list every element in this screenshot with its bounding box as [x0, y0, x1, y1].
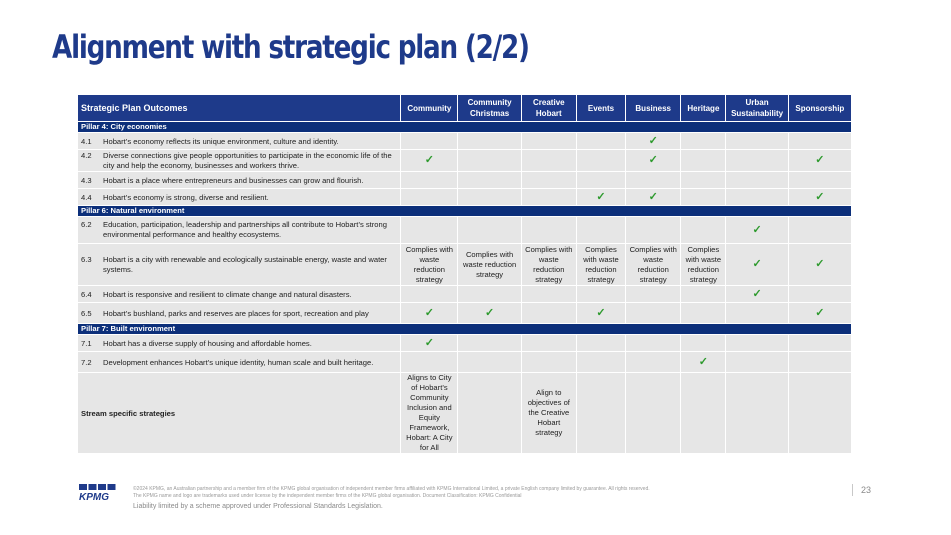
cell	[521, 352, 576, 373]
outcome-cell	[78, 352, 401, 373]
check-icon: ✓	[424, 306, 434, 319]
cell	[788, 189, 851, 206]
col-header-creative-hobart: Creative Hobart	[521, 95, 576, 122]
cell	[788, 286, 851, 303]
outcome-cell	[78, 172, 401, 189]
strategy-creative-cell: Align to objectives of the Creative Hobart strategy	[521, 373, 576, 454]
cell	[521, 303, 576, 324]
cell	[521, 286, 576, 303]
pillar-row	[78, 206, 852, 217]
check-icon: ✓	[698, 355, 708, 368]
cell	[788, 244, 851, 286]
pillar-label: Pillar 6: Natural environment	[78, 206, 852, 217]
cell	[458, 352, 521, 373]
outcome-text: Hobart’s economy reflects its unique environment, culture and identity.	[103, 136, 339, 146]
cell	[401, 286, 458, 303]
strategy-community-cell: Aligns to City of Hobart’s Community Inclusion and Equity Framework, Hobart: A City for All	[401, 373, 458, 454]
cell	[726, 244, 788, 286]
cell	[726, 217, 788, 244]
table-row	[78, 286, 852, 303]
table-row	[78, 335, 852, 352]
table-row	[78, 303, 852, 324]
cell	[401, 172, 458, 189]
col-header-business: Business	[626, 95, 681, 122]
pillar-row	[78, 324, 852, 335]
cell	[726, 373, 788, 454]
cell	[521, 217, 576, 244]
page-number: 23	[861, 485, 872, 495]
outcome-number: 7.1	[81, 338, 92, 348]
cell	[726, 172, 788, 189]
pillar-label: Pillar 4: City economies	[78, 122, 852, 133]
cell	[576, 335, 625, 352]
cell	[576, 189, 625, 206]
table-header-row	[78, 95, 852, 122]
cell	[681, 373, 726, 454]
cell	[726, 133, 788, 150]
cell	[521, 335, 576, 352]
cell	[401, 189, 458, 206]
cell	[681, 352, 726, 373]
cell	[576, 352, 625, 373]
cell	[458, 150, 521, 172]
kpmg-logo-text: KPMG	[79, 492, 109, 502]
outcome-number: 6.2	[81, 220, 92, 229]
col-header-urban-sustainability: Urban Sustainability	[726, 95, 788, 122]
cell	[788, 133, 851, 150]
cell	[576, 172, 625, 189]
table-row	[78, 217, 852, 244]
cell	[726, 189, 788, 206]
cell	[401, 335, 458, 352]
outcome-cell	[78, 244, 401, 286]
cell	[788, 335, 851, 352]
cell	[626, 189, 681, 206]
col-header-outcomes: Strategic Plan Outcomes	[78, 95, 401, 122]
outcome-text: Hobart’s economy is strong, diverse and resilient.	[103, 192, 269, 202]
outcome-text: Hobart is responsive and resilient to climate change and natural disasters.	[103, 289, 352, 299]
table-row	[78, 244, 852, 286]
check-icon: ✓	[815, 190, 825, 203]
cell	[788, 303, 851, 324]
page-title: Alignment with strategic plan (2/2)	[52, 28, 529, 66]
outcome-number: 4.3	[81, 175, 92, 185]
complies-cell: Complies with waste reduction strategy	[521, 244, 576, 286]
cell	[458, 189, 521, 206]
pillar-label: Pillar 7: Built environment	[78, 324, 852, 335]
outcome-number: 6.5	[81, 308, 92, 318]
check-icon: ✓	[424, 336, 434, 349]
outcome-number: 6.3	[81, 254, 92, 264]
cell	[726, 286, 788, 303]
outcome-text: Hobart’s bushland, parks and reserves are places for sport, recreation and play	[103, 308, 369, 318]
cell	[726, 150, 788, 172]
cell	[458, 303, 521, 324]
cell	[576, 373, 625, 454]
cell	[788, 373, 851, 454]
strategy-label: Stream specific strategies	[78, 373, 401, 454]
cell	[626, 286, 681, 303]
cell	[458, 172, 521, 189]
strategic-plan-table	[77, 94, 852, 454]
cell	[726, 352, 788, 373]
cell	[401, 352, 458, 373]
check-icon: ✓	[596, 190, 606, 203]
complies-cell: Complies with waste reduction strategy	[576, 244, 625, 286]
col-header-community: Community	[401, 95, 458, 122]
outcome-number: 4.4	[81, 192, 92, 202]
check-icon: ✓	[648, 190, 658, 203]
liability-notice: Liability limited by a scheme approved under Professional Standards Legislation.	[133, 503, 383, 510]
legal-notice	[133, 486, 773, 500]
cell	[681, 189, 726, 206]
col-header-events: Events	[576, 95, 625, 122]
legal-line-2: The KPMG name and logo are trademarks used under license by the independent member firms of the KPMG global organisation. Document Classification: KPMG Confidential	[133, 493, 522, 499]
cell	[726, 335, 788, 352]
outcome-cell	[78, 189, 401, 206]
complies-cell: Complies with waste reduction strategy	[401, 244, 458, 286]
outcome-cell	[78, 217, 401, 244]
cell	[401, 303, 458, 324]
cell	[681, 172, 726, 189]
table-row	[78, 352, 852, 373]
cell	[458, 335, 521, 352]
outcome-text: Hobart is a place where entrepreneurs and businesses can grow and flourish.	[103, 175, 364, 185]
check-icon: ✓	[596, 306, 606, 319]
cell	[681, 133, 726, 150]
check-icon: ✓	[752, 223, 762, 236]
outcome-number: 6.4	[81, 289, 92, 299]
cell	[576, 217, 625, 244]
footer-divider	[852, 484, 853, 496]
table-row	[78, 373, 852, 454]
cell	[626, 172, 681, 189]
outcome-cell	[78, 335, 401, 352]
check-icon: ✓	[752, 258, 762, 270]
cell	[681, 150, 726, 172]
complies-cell: Complies with waste reduction strategy	[626, 244, 681, 286]
cell	[521, 172, 576, 189]
check-icon: ✓	[752, 287, 762, 300]
cell	[401, 217, 458, 244]
table-row	[78, 189, 852, 206]
check-icon: ✓	[815, 306, 825, 319]
cell	[521, 133, 576, 150]
cell	[458, 373, 521, 454]
outcome-text: Diverse connections give people opportunities to participate in the economic life of the city and help the economy, businesses and workers thrive.	[103, 150, 392, 170]
cell	[788, 352, 851, 373]
check-icon: ✓	[815, 154, 825, 166]
complies-cell: Complies with waste reduction strategy	[458, 244, 521, 286]
outcome-cell	[78, 150, 401, 172]
table-row	[78, 172, 852, 189]
complies-cell: Complies with waste reduction strategy	[681, 244, 726, 286]
cell	[576, 133, 625, 150]
cell	[458, 133, 521, 150]
cell	[401, 150, 458, 172]
cell	[626, 150, 681, 172]
cell	[726, 303, 788, 324]
outcome-number: 4.2	[81, 150, 92, 160]
kpmg-logo	[79, 484, 117, 502]
outcome-text: Hobart has a diverse supply of housing and affordable homes.	[103, 338, 312, 348]
outcome-number: 4.1	[81, 136, 92, 146]
cell	[576, 286, 625, 303]
cell	[626, 133, 681, 150]
check-icon: ✓	[648, 154, 658, 166]
cell	[458, 217, 521, 244]
cell	[626, 335, 681, 352]
cell	[626, 373, 681, 454]
cell	[681, 286, 726, 303]
outcome-cell	[78, 133, 401, 150]
check-icon: ✓	[648, 134, 658, 147]
legal-line-1: ©2024 KPMG, an Australian partnership and a member firm of the KPMG global organisation of independent member firms affiliated with KPMG International Limited, a private English company limited by guarantee. All rights reserved.	[133, 486, 650, 492]
col-header-heritage: Heritage	[681, 95, 726, 122]
cell	[788, 150, 851, 172]
col-header-community-christmas: Community Christmas	[458, 95, 521, 122]
cell	[681, 335, 726, 352]
cell	[626, 303, 681, 324]
table-row	[78, 133, 852, 150]
outcome-text: Development enhances Hobart’s unique identity, human scale and built heritage.	[103, 357, 374, 367]
cell	[521, 150, 576, 172]
outcome-cell	[78, 303, 401, 324]
outcome-cell	[78, 286, 401, 303]
cell	[788, 217, 851, 244]
cell	[576, 303, 625, 324]
cell	[626, 217, 681, 244]
outcome-text: Hobart is a city with renewable and ecologically sustainable energy, waste and water systems.	[103, 254, 387, 274]
cell	[681, 217, 726, 244]
table-row	[78, 150, 852, 172]
cell	[458, 286, 521, 303]
check-icon: ✓	[484, 306, 495, 319]
cell	[401, 133, 458, 150]
outcome-number: 7.2	[81, 357, 92, 367]
check-icon: ✓	[815, 258, 825, 270]
outcome-text: Education, participation, leadership and partnerships all contribute to Hobart’s strong environmental performance and healthy ecosystems.	[103, 220, 387, 239]
col-header-sponsorship: Sponsorship	[788, 95, 851, 122]
check-icon: ✓	[424, 154, 434, 166]
cell	[576, 150, 625, 172]
pillar-row	[78, 122, 852, 133]
cell	[681, 303, 726, 324]
cell	[626, 352, 681, 373]
cell	[788, 172, 851, 189]
cell	[521, 189, 576, 206]
